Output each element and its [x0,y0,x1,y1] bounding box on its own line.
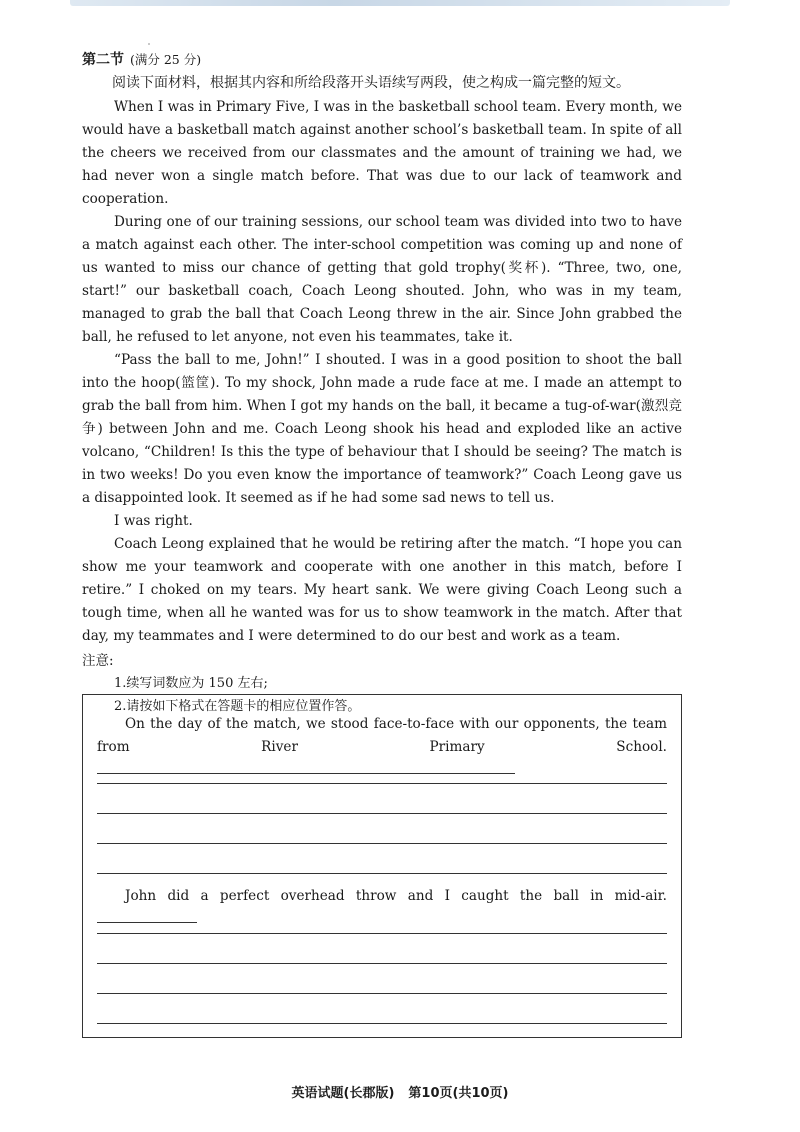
paragraph-1-opening [97,713,667,782]
answer-blank[interactable] [97,908,197,923]
answer-box [82,694,682,1038]
paragraph-2-opening [97,885,667,931]
section-header [82,50,682,70]
answer-line[interactable] [97,783,667,784]
answer-line[interactable] [97,843,667,844]
answer-line[interactable] [97,1023,667,1024]
answer-line[interactable] [97,873,667,874]
exam-page [82,50,682,718]
page-footer [0,1084,800,1104]
section-score: (满分 25 分) [130,52,202,67]
answer-line[interactable] [97,813,667,814]
story-paragraph: Coach Leong explained that he would be retiring after the match. “I hope you can show me your teamwork and cooperate with one another in this match, before I retire.” I choked on my tears. My heart sank. We were giving Coach Leong such a tough time, when all he wanted was for us to show teamwork in the match. After that day, my teammates and I were determined to do our best and work as a team. [82,536,682,644]
footer-subject: 英语试题(长郡版) [291,1086,395,1101]
answer-line[interactable] [97,963,667,964]
story-paragraph: When I was in Primary Five, I was in the basketball school team. Every month, we would have a basketball match against another school’s basketball team. In spite of all the cheers we received from our classmates and the amount of training we had, we had never won a single match before. That was due to our lack of teamwork and cooperation. [82,99,682,207]
answer-blank[interactable] [97,759,515,774]
scan-speck [148,43,150,45]
paragraph-1-opening-text: On the day of the match, we stood face-to-face with our opponents, the team from River Primary School. [97,716,667,755]
story-paragraph: I was right. [114,513,193,529]
note-item: 1.续写词数应为 150 左右; [114,676,268,691]
answer-line[interactable] [97,993,667,994]
paragraph-2-opening-text: John did a perfect overhead throw and I caught the ball in mid-air. [125,888,667,904]
story-paragraph: “Pass the ball to me, John!” I shouted. I was in a good position to shoot the ball into the hoop(篮筐). To my shock, John made a rude face at me. I made an attempt to grab the ball from him. When I got my hands on the ball, it became a tug-of-war(激烈竞争) between John and me. Coach Leong shook his head and exploded like an active volcano, “Children! Is this the type of behaviour that I should be seeing? The match is in two weeks! Do you even know the importance of teamwork?” Coach Leong gave us a disappointed look. It seemed as if he had some sad news to tell us. [82,352,682,506]
instruction-text: 阅读下面材料，根据其内容和所给段落开头语续写两段，使之构成一篇完整的短文。 [112,75,630,91]
answer-line[interactable] [97,933,667,934]
notes-title: 注意: [82,653,114,669]
section-title: 第二节 [82,52,124,68]
story-paragraph: During one of our training sessions, our school team was divided into two to have a match against each other. The inter-school competition was coming up and none of us wanted to miss our chance of getting that gold trophy(奖杯). “Three, two, one, start!” our basketball coach, Coach Leong shouted. John, who was in my team, managed to grab the ball that Coach Leong threw in the air. Since John grabbed the ball, he refused to let anyone, not even his teammates, take it. [82,214,682,345]
footer-page-number: 第10页(共10页) [408,1086,509,1101]
note-item: 2.请按如下格式在答题卡的相应位置作答。 [114,699,361,714]
scan-top-strip [70,0,730,6]
